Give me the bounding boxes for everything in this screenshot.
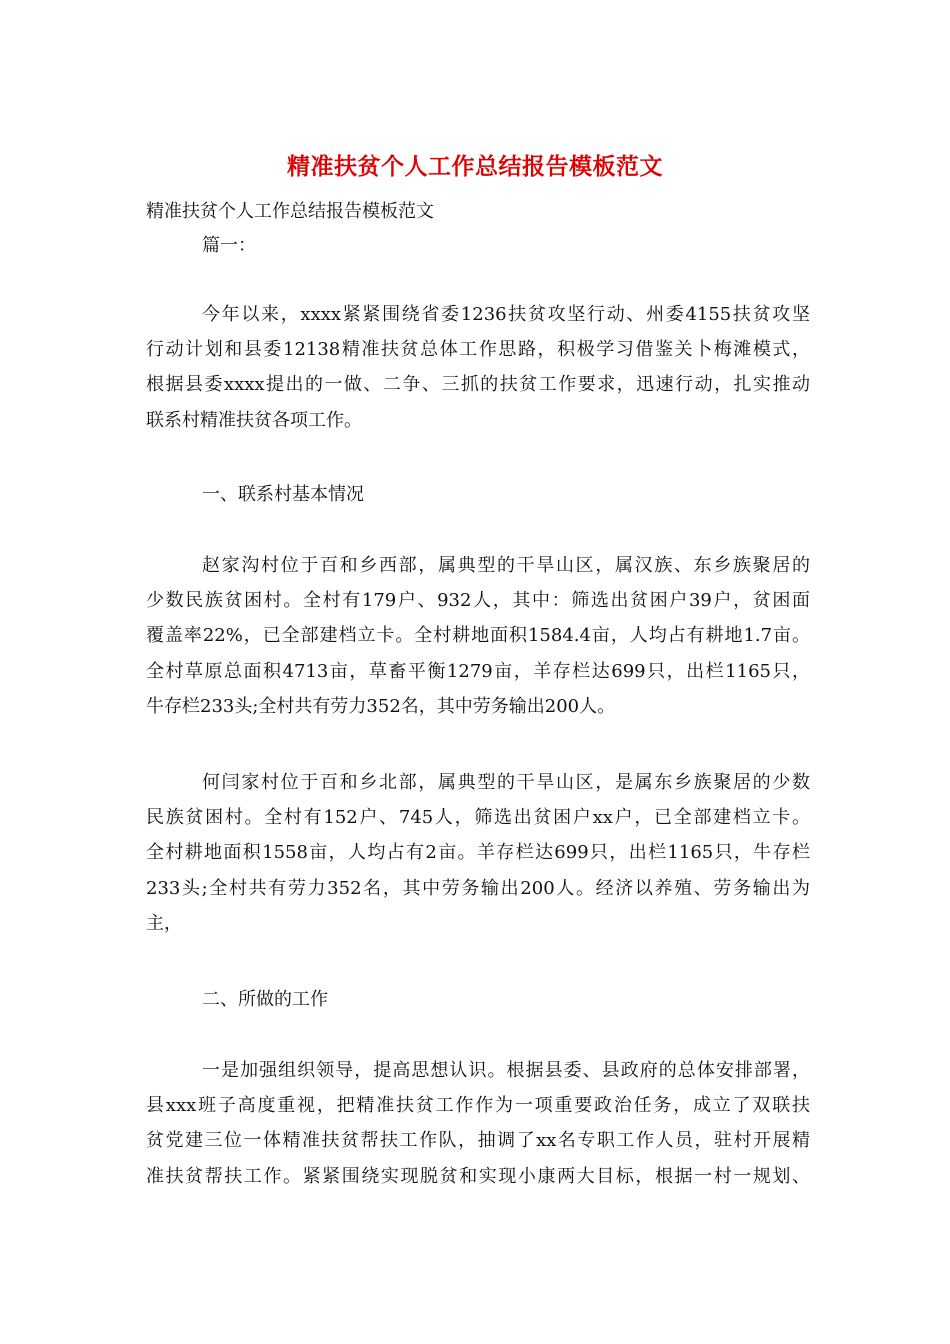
paragraph-line: 准扶贫帮扶工作。紧紧围绕实现脱贫和实现小康两大目标，根据一村一规划、 [146,1165,810,1187]
paragraph-line: 民族贫困村。全村有152户、745人，筛选出贫困户xx户，已全部建档立卡。 [146,807,810,829]
paragraph-line: 何闫家村位于百和乡北部，属典型的干旱山区，是属东乡族聚居的少数 [202,772,810,793]
village-zhaojiagou-paragraph [146,548,810,724]
paragraph-line: 县xxx班子高度重视，把精准扶贫工作作为一项重要政治任务，成立了双联扶 [146,1095,810,1117]
paragraph-line: 全村耕地面积1558亩，人均占有2亩。羊存栏达699只，出栏1165只，牛存栏 [146,842,810,864]
village-heyanjia-paragraph [146,765,810,941]
document-title: 精准扶贫个人工作总结报告模板范文 [287,153,663,180]
section-heading-work-done: 二、所做的工作 [202,989,328,1010]
paragraph-line: 今年以来，xxxx紧紧围绕省委1236扶贫攻坚行动、州委4155扶贫攻坚 [202,304,810,325]
paragraph-line: 根据县委xxxx提出的一做、二争、三抓的扶贫工作要求，迅速行动，扎实推动 [146,374,810,396]
paragraph-line: 行动计划和县委12138精准扶贫总体工作思路，积极学习借鉴关卜梅滩模式， [146,339,810,361]
paragraph-line: 赵家沟村位于百和乡西部，属典型的干旱山区，属汉族、东乡族聚居的 [202,555,810,576]
document-subtitle: 精准扶贫个人工作总结报告模板范文 [146,201,434,222]
paragraph-line: 牛存栏233头;全村共有劳力352名，其中劳务输出200人。 [146,695,616,717]
paragraph-line: 一是加强组织领导，提高思想认识。根据县委、县政府的总体安排部署， [202,1060,810,1081]
paragraph-line: 联系村精准扶贫各项工作。 [146,409,362,431]
paragraph-line: 全村草原总面积4713亩，草畜平衡1279亩，羊存栏达699只，出栏1165只， [146,660,810,682]
paragraph-line: 覆盖率22%，已全部建档立卡。全村耕地面积1584.4亩，人均占有耕地1.7亩。 [146,625,810,647]
paragraph-line: 少数民族贫困村。全村有179户、932人，其中：筛选出贫困户39户，贫困面 [146,590,810,612]
part-label: 篇一： [202,235,256,256]
section-heading-basic-info: 一、联系村基本情况 [202,484,364,505]
intro-paragraph [146,297,810,438]
paragraph-line: 主， [146,912,182,934]
work-paragraph [146,1053,810,1194]
paragraph-line: 贫党建三位一体精准扶贫帮扶工作队，抽调了xx名专职工作人员，驻村开展精 [146,1130,810,1152]
paragraph-line: 233头;全村共有劳力352名，其中劳务输出200人。经济以养殖、劳务输出为 [146,877,810,899]
